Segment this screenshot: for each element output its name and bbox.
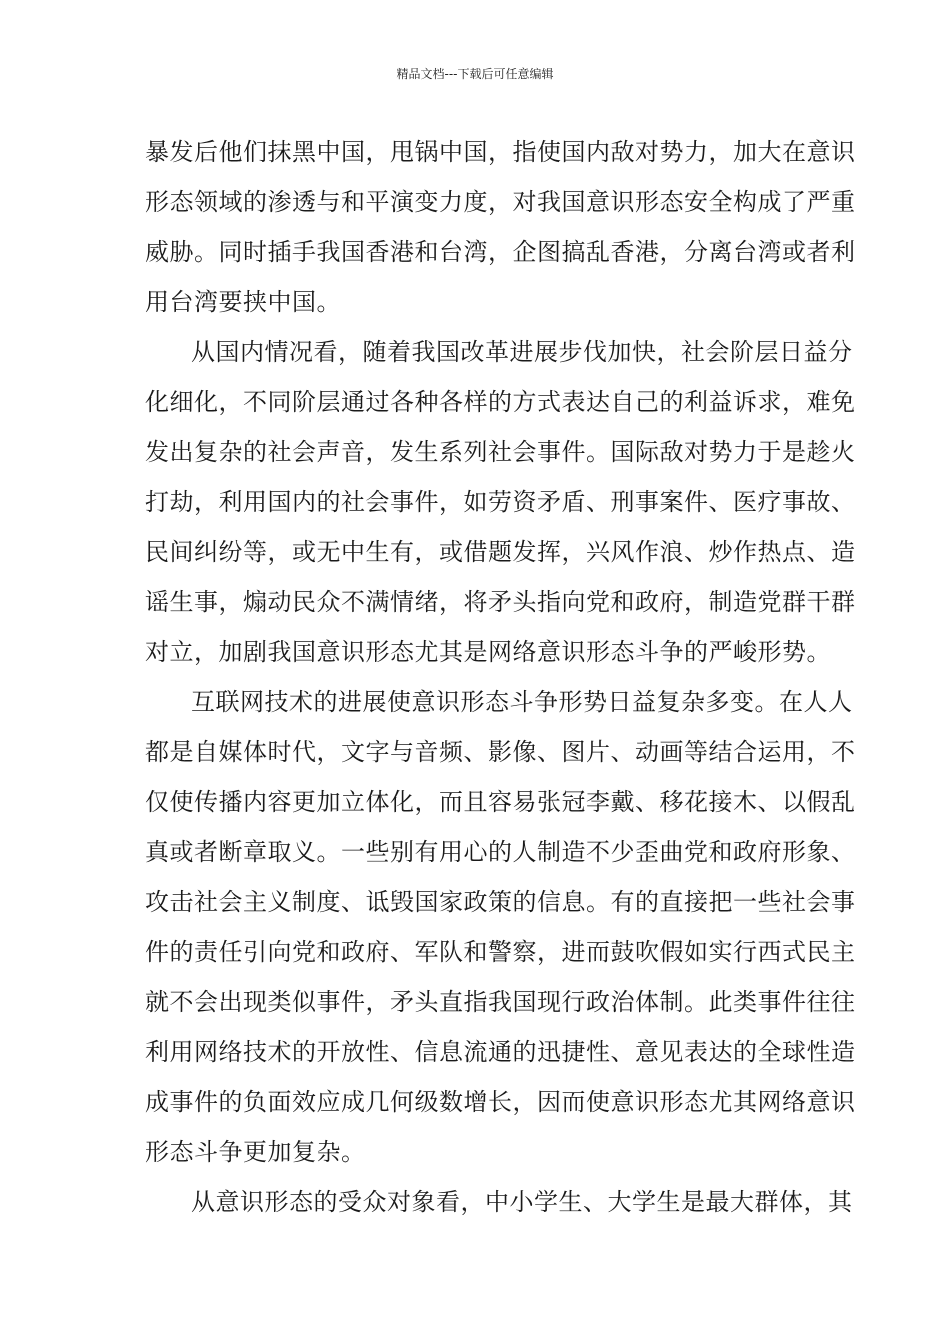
text-line: 对立，加剧我国意识形态尤其是网络意识形态斗争的严峻形势。	[145, 638, 831, 666]
page-header: 精品文档---下载后可任意编辑	[396, 67, 554, 81]
text-line: 化细化，不同阶层通过各种各样的方式表达自己的利益诉求，难免	[145, 388, 856, 416]
text-line: 件的责任引向党和政府、军队和警察，进而鼓吹假如实行西式民主	[145, 938, 856, 966]
text-line: 打劫，利用国内的社会事件，如劳资矛盾、刑事案件、医疗事故、	[145, 488, 856, 516]
text-line: 用台湾要挟中国。	[145, 288, 341, 316]
paragraph	[145, 332, 856, 682]
text-line: 暴发后他们抹黑中国，甩锅中国，指使国内敌对势力，加大在意识	[145, 138, 856, 166]
text-line: 发出复杂的社会声音，发生系列社会事件。国际敌对势力于是趁火	[145, 438, 856, 466]
text-line: 攻击社会主义制度、诋毁国家政策的信息。有的直接把一些社会事	[145, 888, 856, 916]
text-line: 形态斗争更加复杂。	[145, 1138, 366, 1166]
paragraph	[145, 132, 856, 332]
text-line: 民间纠纷等，或无中生有，或借题发挥，兴风作浪、炒作热点、造	[145, 538, 856, 566]
text-line: 都是自媒体时代，文字与音频、影像、图片、动画等结合运用，不	[145, 738, 856, 766]
text-line: 仅使传播内容更加立体化，而且容易张冠李戴、移花接木、以假乱	[145, 788, 856, 816]
text-line: 真或者断章取义。一些别有用心的人制造不少歪曲党和政府形象、	[145, 838, 856, 866]
paragraph	[145, 1182, 853, 1232]
text-line: 谣生事，煽动民众不满情绪，将矛头指向党和政府，制造党群干群	[145, 588, 856, 616]
document-body	[145, 132, 856, 1232]
text-line: 从意识形态的受众对象看，中小学生、大学生是最大群体，其	[191, 1188, 853, 1216]
text-line: 形态领域的渗透与和平演变力度，对我国意识形态安全构成了严重	[145, 188, 856, 216]
paragraph	[145, 682, 856, 1182]
text-line: 威胁。同时插手我国香港和台湾，企图搞乱香港，分离台湾或者利	[145, 238, 856, 266]
text-line: 利用网络技术的开放性、信息流通的迅捷性、意见表达的全球性造	[145, 1038, 856, 1066]
text-line: 从国内情况看，随着我国改革进展步伐加快，社会阶层日益分	[191, 338, 853, 366]
text-line: 成事件的负面效应成几何级数增长，因而使意识形态尤其网络意识	[145, 1088, 856, 1116]
text-line: 互联网技术的进展使意识形态斗争形势日益复杂多变。在人人	[191, 688, 853, 716]
text-line: 就不会出现类似事件，矛头直指我国现行政治体制。此类事件往往	[145, 988, 856, 1016]
